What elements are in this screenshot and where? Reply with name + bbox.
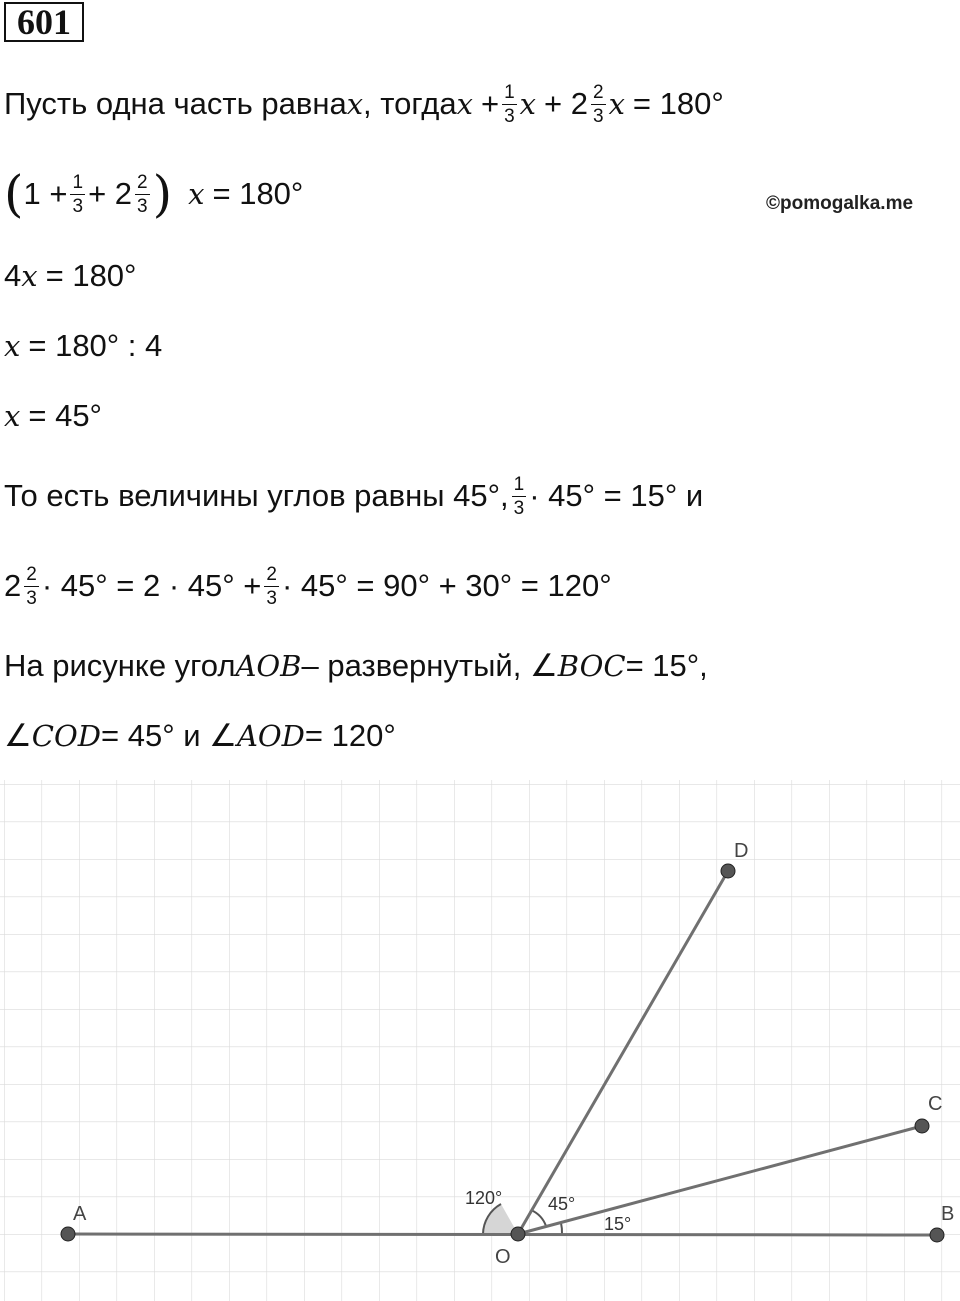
text: То есть величины углов равны 45°, [4, 478, 509, 513]
numerator: 2 [266, 563, 277, 585]
term: + 2 [88, 176, 133, 211]
label-d: D [734, 840, 749, 862]
fraction-one-third [71, 173, 84, 216]
variable-x: x [4, 399, 21, 433]
text: – развернутый, ∠ [301, 648, 558, 683]
text: = 120° [304, 718, 396, 753]
angle-name: COD [31, 719, 102, 753]
text: , тогда [363, 86, 457, 121]
angle-name: AOB [235, 649, 302, 683]
numerator: 2 [137, 171, 148, 193]
denominator: 3 [137, 195, 148, 217]
equation-line-4 [4, 316, 162, 376]
angle-name: BOC [557, 649, 626, 683]
fraction-two-thirds [136, 173, 149, 216]
operator: + 2 [544, 86, 588, 121]
equation-line-7 [4, 556, 612, 616]
grid-background [0, 780, 960, 1301]
denominator: 3 [26, 587, 37, 609]
numerator: 2 [26, 563, 37, 585]
left-paren: ( [4, 165, 24, 223]
angle-label-cod: 45° [548, 1194, 576, 1214]
angle-label-aod: 120° [465, 1188, 503, 1208]
whole-part: 2 [4, 568, 22, 603]
fraction-one-third [513, 475, 526, 518]
equation-line-1 [4, 74, 724, 134]
text: = 15°, [625, 648, 708, 683]
coefficient: 4 [4, 258, 22, 293]
angle-arc-boc [561, 1223, 562, 1234]
variable-x: x [608, 87, 625, 121]
text: Пусть одна часть равна [4, 86, 347, 121]
point-o [511, 1227, 525, 1241]
numerator: 1 [72, 171, 84, 193]
right-hand-side: = 180° : 4 [28, 328, 163, 363]
variable-x: x [456, 87, 473, 121]
operator: + [480, 86, 500, 121]
text: · 45° = 15° и [529, 478, 704, 513]
variable-x: x [346, 87, 364, 121]
numerator: 1 [513, 473, 525, 495]
fraction-two-thirds [592, 83, 605, 126]
variable-x: x [519, 87, 537, 121]
text-line-6 [4, 466, 703, 526]
fraction-one-third [503, 83, 516, 126]
right-hand-side: = 180° [45, 258, 137, 293]
label-o: O [495, 1246, 511, 1268]
problem-number: 601 [4, 2, 84, 42]
right-hand-side: = 180° [212, 176, 304, 211]
denominator: 3 [513, 497, 525, 519]
numerator: 2 [592, 81, 604, 103]
line-ab [68, 1234, 937, 1235]
equation-line-2 [4, 164, 303, 224]
equation-line-3 [4, 246, 136, 306]
text-line-8 [4, 636, 708, 696]
right-paren: ) [152, 165, 173, 223]
right-hand-side: = 180° [632, 86, 724, 121]
equation-line-5 [4, 386, 102, 446]
point-d [721, 864, 735, 878]
text: · 45° = 2 · 45° + [41, 568, 262, 603]
text: На рисунке угол [4, 648, 236, 683]
angle-label-boc: 15° [604, 1214, 632, 1234]
denominator: 3 [266, 587, 277, 609]
label-a: A [73, 1203, 87, 1225]
angle-name: AOD [236, 719, 305, 753]
variable-x: x [188, 177, 205, 211]
angle-symbol: ∠ [4, 718, 32, 753]
numerator: 1 [504, 81, 515, 103]
text: · 45° = 90° + 30° = 120° [281, 568, 612, 603]
text-line-9 [4, 706, 396, 766]
point-c [915, 1119, 929, 1133]
denominator: 3 [72, 195, 84, 217]
variable-x: x [21, 259, 38, 293]
label-b: B [941, 1203, 955, 1225]
point-a [61, 1227, 75, 1241]
angle-figure [0, 780, 960, 1301]
text: = 45° и ∠ [101, 718, 237, 753]
term: 1 + [23, 176, 68, 211]
label-c: C [928, 1093, 943, 1115]
right-hand-side: = 45° [28, 398, 102, 433]
variable-x: x [4, 329, 21, 363]
watermark: ©pomogalka.me [766, 193, 914, 214]
denominator: 3 [592, 105, 604, 127]
denominator: 3 [504, 105, 515, 127]
point-b [930, 1228, 944, 1242]
fraction-two-thirds [25, 565, 38, 608]
fraction-two-thirds [265, 565, 278, 608]
